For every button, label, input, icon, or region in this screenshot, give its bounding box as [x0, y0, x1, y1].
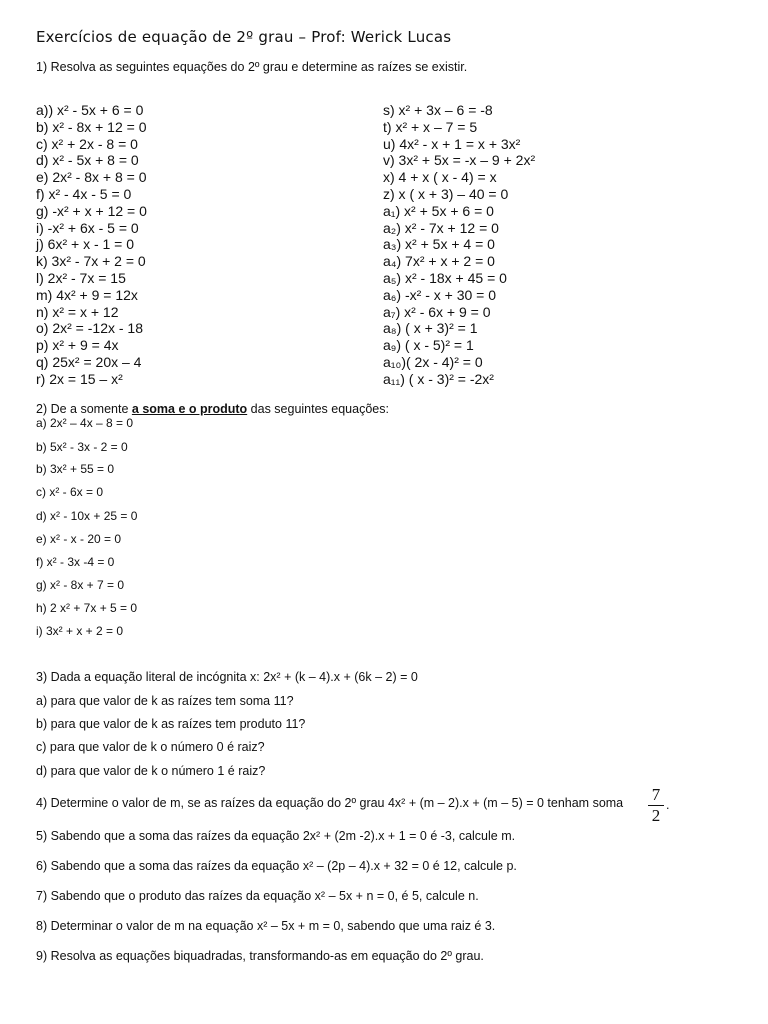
list-item: g) x² - 8x + 7 = 0 [36, 578, 125, 592]
fraction-denominator: 2 [651, 806, 661, 825]
page-title: Exercícios de equação de 2º grau – Prof: Werick Lucas [36, 28, 452, 46]
question-6: 6) Sabendo que a soma das raízes da equação x² – (2p – 4).x + 32 = 0 é 12, calcule p. [36, 859, 517, 873]
equation-item: k) 3x² - 7x + 2 = 0 [36, 253, 146, 270]
equation-item: o) 2x² = -12x - 18 [36, 320, 143, 337]
equation-item: a₃) x² + 5x + 4 = 0 [383, 236, 495, 253]
equation-item: a₂) x² - 7x + 12 = 0 [383, 219, 499, 236]
equation-item: a₉) ( x - 5)² = 1 [383, 337, 474, 354]
list-item: d) x² - 10x + 25 = 0 [36, 509, 138, 523]
question-4-end: . [666, 798, 670, 812]
equation-item: a₁) x² + 5x + 6 = 0 [383, 202, 494, 219]
question-3c: c) para que valor de k o número 0 é raiz? [36, 740, 265, 754]
question-3b: b) para que valor de k as raízes tem produto 11? [36, 717, 306, 731]
question-3-prompt: 3) Dada a equação literal de incógnita x: 2x² + (k – 4).x + (6k – 2) = 0 [36, 670, 418, 684]
question-5: 5) Sabendo que a soma das raízes da equação 2x² + (2m -2).x + 1 = 0 é -3, calcule m. [36, 829, 516, 843]
list-item: a) 2x² – 4x – 8 = 0 [36, 416, 134, 430]
equation-item: b) x² - 8x + 12 = 0 [36, 118, 147, 135]
equation-item: t) x² + x – 7 = 5 [383, 118, 478, 135]
equation-item: a₁₀)( 2x - 4)² = 0 [383, 353, 483, 370]
question-3d: d) para que valor de k o número 1 é raiz? [36, 764, 266, 778]
q2-text-after: das seguintes equações: [247, 402, 389, 416]
equation-item: a₅) x² - 18x + 45 = 0 [383, 269, 507, 286]
equation-item: s) x² + 3x – 6 = -8 [383, 102, 493, 118]
list-item: b) 3x² + 55 = 0 [36, 462, 115, 476]
question-7: 7) Sabendo que o produto das raízes da equação x² – 5x + n = 0, é 5, calcule n. [36, 889, 479, 903]
equation-item: j) 6x² + x - 1 = 0 [36, 236, 135, 253]
equation-item: g) -x² + x + 12 = 0 [36, 202, 147, 219]
equation-item: a₄) 7x² + x + 2 = 0 [383, 253, 495, 270]
equation-item: p) x² + 9 = 4x [36, 337, 119, 354]
equation-item: r) 2x = 15 – x² [36, 370, 123, 387]
fraction-numerator: 7 [651, 785, 661, 804]
equation-item: a₁₁) ( x - 3)² = -2x² [383, 370, 494, 387]
list-item: e) x² - x - 20 = 0 [36, 532, 122, 546]
equation-item: i) -x² + 6x - 5 = 0 [36, 219, 139, 236]
equation-item: d) x² - 5x + 8 = 0 [36, 152, 139, 169]
list-item: i) 3x² + x + 2 = 0 [36, 624, 124, 638]
q2-emphasis: a soma e o produto [131, 402, 248, 416]
equation-item: e) 2x² - 8x + 8 = 0 [36, 169, 147, 186]
equation-item: a)) x² - 5x + 6 = 0 [36, 102, 144, 118]
question-8: 8) Determinar o valor de m na equação x² – 5x + m = 0, sabendo que uma raiz é 3. [36, 919, 496, 933]
question-4: 4) Determine o valor de m, se as raízes da equação do 2º grau 4x² + (m – 2).x + (m – 5) = 0 tenham soma [36, 796, 624, 810]
equation-item: a₈) ( x + 3)² = 1 [383, 320, 478, 337]
equation-list-left [36, 102, 147, 388]
q2-text-before: 2) De a somente [36, 402, 132, 416]
equation-item: f) x² - 4x - 5 = 0 [36, 185, 132, 202]
equation-item: a₇) x² - 6x + 9 = 0 [383, 303, 491, 320]
list-item: f) x² - 3x -4 = 0 [36, 555, 115, 569]
question-9: 9) Resolva as equações biquadradas, transformando-as em equação do 2º grau. [36, 949, 484, 963]
equation-list-right [383, 102, 535, 388]
equation-item: v) 3x² + 5x = -x – 9 + 2x² [383, 152, 536, 169]
question-2-prompt [36, 402, 389, 416]
equation-item: q) 25x² = 20x – 4 [36, 353, 142, 370]
question-1-prompt: 1) Resolva as seguintes equações do 2º grau e determine as raízes se existir. [36, 60, 468, 74]
equation-item: x) 4 + x ( x - 4) = x [383, 169, 497, 186]
list-item: b) 5x² - 3x - 2 = 0 [36, 440, 128, 454]
fraction-seven-halves [648, 786, 664, 825]
equation-item: a₆) -x² - x + 30 = 0 [383, 286, 497, 303]
equation-item: l) 2x² - 7x = 15 [36, 269, 126, 286]
equation-item: z) x ( x + 3) – 40 = 0 [383, 185, 509, 202]
list-item: h) 2 x² + 7x + 5 = 0 [36, 601, 138, 615]
equation-item: m) 4x² + 9 = 12x [36, 286, 138, 303]
equation-item: c) x² + 2x - 8 = 0 [36, 135, 138, 152]
equation-item: n) x² = x + 12 [36, 303, 119, 320]
equation-item: u) 4x² - x + 1 = x + 3x² [383, 135, 521, 152]
list-item: c) x² - 6x = 0 [36, 485, 104, 499]
question-3a: a) para que valor de k as raízes tem soma 11? [36, 694, 294, 708]
